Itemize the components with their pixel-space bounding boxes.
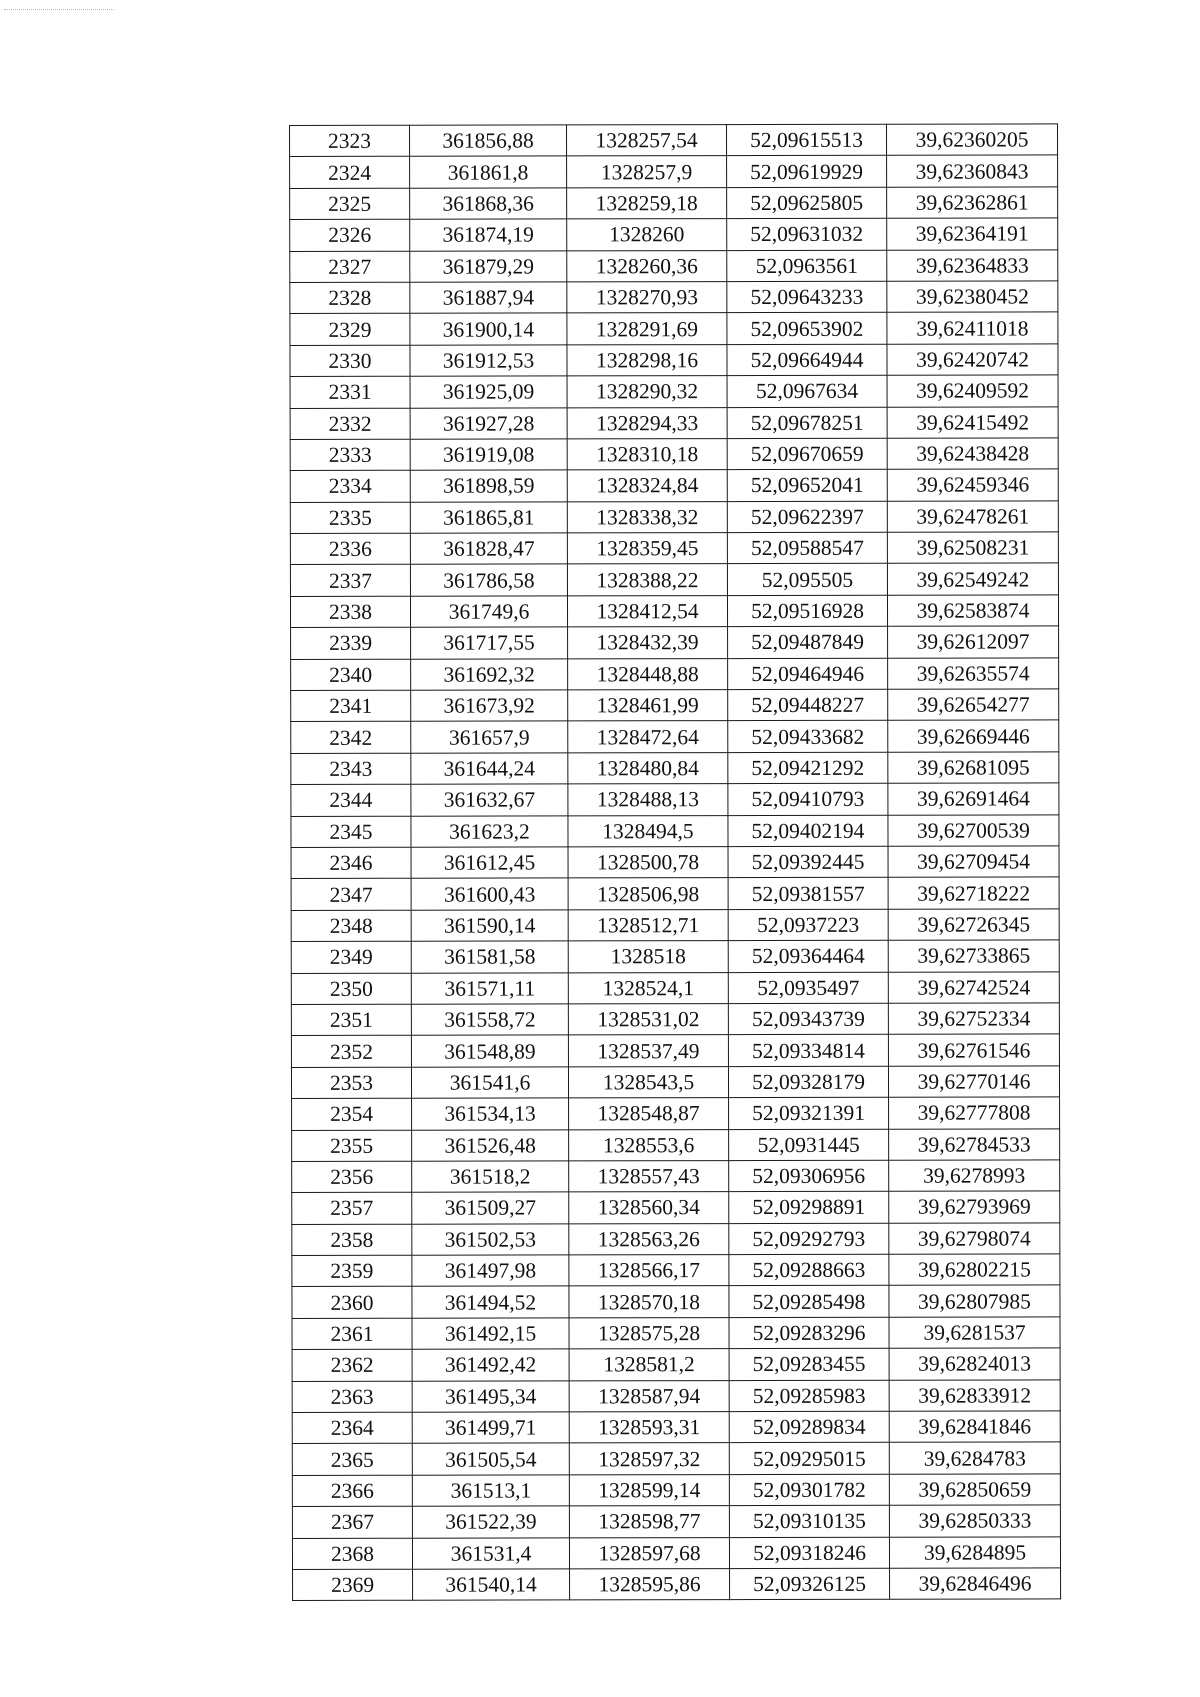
x-coordinate-cell: 361632,67	[411, 784, 568, 816]
latitude-cell: 52,09343739	[728, 1003, 888, 1035]
table-row	[292, 1474, 1060, 1507]
longitude-cell: 39,62718222	[888, 877, 1059, 909]
x-coordinate-cell: 361534,13	[412, 1098, 569, 1130]
table-row	[290, 155, 1058, 188]
y-coordinate-cell: 1328575,28	[569, 1317, 729, 1349]
x-coordinate-cell: 361612,45	[411, 847, 568, 879]
latitude-cell: 52,09464946	[728, 658, 888, 690]
y-coordinate-cell: 1328290,32	[567, 376, 727, 408]
point-number-cell: 2329	[290, 314, 410, 346]
x-coordinate-cell: 361518,2	[412, 1161, 569, 1193]
table-row	[290, 218, 1058, 251]
table-row	[292, 1380, 1060, 1413]
table-row	[292, 1411, 1060, 1444]
point-number-cell: 2364	[292, 1412, 412, 1444]
latitude-cell: 52,09670659	[727, 438, 887, 470]
table-row	[292, 1254, 1060, 1287]
table-row	[292, 1191, 1060, 1224]
y-coordinate-cell: 1328598,77	[569, 1506, 729, 1538]
table-row	[291, 877, 1059, 910]
x-coordinate-cell: 361495,34	[412, 1381, 569, 1413]
latitude-cell: 52,09643233	[727, 281, 887, 313]
latitude-cell: 52,09433682	[728, 721, 888, 753]
latitude-cell: 52,0937223	[728, 909, 888, 941]
table-row	[292, 1223, 1060, 1256]
table-row	[290, 344, 1058, 377]
latitude-cell: 52,09392445	[728, 846, 888, 878]
point-number-cell: 2359	[292, 1255, 412, 1287]
point-number-cell: 2339	[291, 627, 411, 659]
latitude-cell: 52,09283296	[729, 1317, 889, 1349]
longitude-cell: 39,62798074	[889, 1223, 1060, 1255]
point-number-cell: 2352	[291, 1036, 411, 1068]
latitude-cell: 52,09334814	[728, 1035, 888, 1067]
x-coordinate-cell: 361786,58	[410, 564, 567, 596]
x-coordinate-cell: 361749,6	[410, 596, 567, 628]
latitude-cell: 52,09283455	[729, 1348, 889, 1380]
x-coordinate-cell: 361912,53	[410, 345, 567, 377]
x-coordinate-cell: 361513,1	[412, 1475, 569, 1507]
point-number-cell: 2323	[290, 125, 410, 157]
y-coordinate-cell: 1328257,9	[567, 156, 727, 188]
x-coordinate-cell: 361874,19	[410, 219, 567, 251]
y-coordinate-cell: 1328506,98	[568, 878, 728, 910]
y-coordinate-cell: 1328566,17	[569, 1255, 729, 1287]
latitude-cell: 52,09625805	[727, 187, 887, 219]
longitude-cell: 39,62380452	[887, 281, 1058, 313]
table-row	[290, 438, 1058, 471]
longitude-cell: 39,62846496	[890, 1568, 1061, 1600]
longitude-cell: 39,62635574	[888, 658, 1059, 690]
latitude-cell: 52,09364464	[728, 940, 888, 972]
point-number-cell: 2360	[292, 1287, 412, 1319]
y-coordinate-cell: 1328557,43	[569, 1160, 729, 1192]
x-coordinate-cell: 361657,9	[411, 721, 568, 753]
table-row	[290, 532, 1058, 565]
longitude-cell: 39,62802215	[889, 1254, 1060, 1286]
table-row	[292, 1160, 1060, 1193]
x-coordinate-cell: 361828,47	[410, 533, 567, 565]
table-row	[290, 124, 1058, 157]
latitude-cell: 52,09678251	[727, 407, 887, 439]
y-coordinate-cell: 1328553,6	[569, 1129, 729, 1161]
x-coordinate-cell: 361541,6	[411, 1067, 568, 1099]
longitude-cell: 39,62691464	[888, 783, 1059, 815]
point-number-cell: 2368	[292, 1538, 412, 1570]
latitude-cell: 52,09318246	[729, 1537, 889, 1569]
x-coordinate-cell: 361927,28	[410, 407, 567, 439]
point-number-cell: 2344	[291, 784, 411, 816]
latitude-cell: 52,09402194	[728, 815, 888, 847]
point-number-cell: 2363	[292, 1381, 412, 1413]
point-number-cell: 2337	[290, 565, 410, 597]
table-row	[291, 1003, 1059, 1036]
x-coordinate-cell: 361623,2	[411, 816, 568, 848]
latitude-cell: 52,09381557	[728, 878, 888, 910]
longitude-cell: 39,62752334	[888, 1003, 1059, 1035]
longitude-cell: 39,62415492	[887, 406, 1058, 438]
longitude-cell: 39,62549242	[887, 563, 1058, 595]
latitude-cell: 52,09588547	[727, 532, 887, 564]
y-coordinate-cell: 1328448,88	[568, 658, 728, 690]
y-coordinate-cell: 1328388,22	[567, 564, 727, 596]
latitude-cell: 52,09516928	[727, 595, 887, 627]
y-coordinate-cell: 1328560,34	[569, 1192, 729, 1224]
point-number-cell: 2350	[291, 973, 411, 1005]
point-number-cell: 2330	[290, 345, 410, 377]
table-row	[291, 814, 1059, 847]
y-coordinate-cell: 1328524,1	[568, 972, 728, 1004]
table-row	[292, 1442, 1060, 1475]
longitude-cell: 39,6284783	[889, 1442, 1060, 1474]
longitude-cell: 39,62850659	[889, 1474, 1060, 1506]
y-coordinate-cell: 1328432,39	[568, 627, 728, 659]
latitude-cell: 52,0963561	[727, 250, 887, 282]
longitude-cell: 39,62770146	[888, 1066, 1059, 1098]
coordinates-table	[289, 123, 1061, 1601]
table-row	[290, 501, 1058, 534]
longitude-cell: 39,62654277	[888, 689, 1059, 721]
y-coordinate-cell: 1328563,26	[569, 1223, 729, 1255]
y-coordinate-cell: 1328570,18	[569, 1286, 729, 1318]
longitude-cell: 39,62681095	[888, 752, 1059, 784]
latitude-cell: 52,09326125	[730, 1568, 890, 1600]
point-number-cell: 2346	[291, 847, 411, 879]
x-coordinate-cell: 361898,59	[410, 470, 567, 502]
table-row	[292, 1348, 1060, 1381]
longitude-cell: 39,62409592	[887, 375, 1058, 407]
y-coordinate-cell: 1328537,49	[568, 1035, 728, 1067]
x-coordinate-cell: 361497,98	[412, 1255, 569, 1287]
longitude-cell: 39,62420742	[887, 344, 1058, 376]
longitude-cell: 39,62364191	[887, 218, 1058, 250]
x-coordinate-cell: 361522,39	[412, 1506, 569, 1538]
latitude-cell: 52,09421292	[728, 752, 888, 784]
point-number-cell: 2361	[292, 1318, 412, 1350]
point-number-cell: 2347	[291, 879, 411, 911]
x-coordinate-cell: 361856,88	[410, 125, 567, 157]
x-coordinate-cell: 361581,58	[411, 941, 568, 973]
longitude-cell: 39,6281537	[889, 1317, 1060, 1349]
x-coordinate-cell: 361531,4	[412, 1537, 569, 1569]
longitude-cell: 39,62360843	[887, 155, 1058, 187]
point-number-cell: 2327	[290, 251, 410, 283]
longitude-cell: 39,62777808	[889, 1097, 1060, 1129]
table-row	[291, 1066, 1059, 1099]
y-coordinate-cell: 1328548,87	[569, 1098, 729, 1130]
point-number-cell: 2348	[291, 910, 411, 942]
table-row	[293, 1568, 1061, 1601]
x-coordinate-cell: 361644,24	[411, 753, 568, 785]
longitude-cell: 39,6278993	[889, 1160, 1060, 1192]
point-number-cell: 2356	[292, 1161, 412, 1193]
table-row	[291, 626, 1059, 659]
longitude-cell: 39,62438428	[887, 438, 1058, 470]
y-coordinate-cell: 1328324,84	[567, 470, 727, 502]
latitude-cell: 52,0935497	[728, 972, 888, 1004]
table-body	[290, 124, 1061, 1601]
latitude-cell: 52,09310135	[729, 1505, 889, 1537]
point-number-cell: 2349	[291, 941, 411, 973]
table-row	[292, 1505, 1060, 1538]
x-coordinate-cell: 361509,27	[412, 1192, 569, 1224]
latitude-cell: 52,09285498	[729, 1286, 889, 1318]
x-coordinate-cell: 361505,54	[412, 1443, 569, 1475]
x-coordinate-cell: 361571,11	[411, 972, 568, 1004]
longitude-cell: 39,62360205	[886, 124, 1057, 156]
point-number-cell: 2331	[290, 376, 410, 408]
x-coordinate-cell: 361540,14	[413, 1569, 570, 1601]
longitude-cell: 39,62459346	[887, 469, 1058, 501]
y-coordinate-cell: 1328294,33	[567, 407, 727, 439]
y-coordinate-cell: 1328298,16	[567, 344, 727, 376]
table-row	[292, 1317, 1060, 1350]
y-coordinate-cell: 1328531,02	[568, 1004, 728, 1036]
x-coordinate-cell: 361526,48	[412, 1129, 569, 1161]
longitude-cell: 39,62850333	[889, 1505, 1060, 1537]
y-coordinate-cell: 1328494,5	[568, 815, 728, 847]
latitude-cell: 52,09619929	[727, 156, 887, 188]
latitude-cell: 52,09653902	[727, 313, 887, 345]
latitude-cell: 52,09328179	[728, 1066, 888, 1098]
longitude-cell: 39,62824013	[889, 1348, 1060, 1380]
table-row	[290, 281, 1058, 314]
y-coordinate-cell: 1328260	[567, 219, 727, 251]
point-number-cell: 2343	[291, 753, 411, 785]
x-coordinate-cell: 361502,53	[412, 1224, 569, 1256]
table-row	[290, 312, 1058, 345]
y-coordinate-cell: 1328512,71	[568, 909, 728, 941]
longitude-cell: 39,62784533	[889, 1128, 1060, 1160]
x-coordinate-cell: 361673,92	[411, 690, 568, 722]
table-row	[291, 752, 1059, 785]
table-row	[291, 689, 1059, 722]
table-row	[292, 1128, 1060, 1161]
y-coordinate-cell: 1328359,45	[567, 533, 727, 565]
point-number-cell: 2358	[292, 1224, 412, 1256]
point-number-cell: 2362	[292, 1349, 412, 1381]
y-coordinate-cell: 1328259,18	[567, 187, 727, 219]
latitude-cell: 52,095505	[727, 564, 887, 596]
y-coordinate-cell: 1328500,78	[568, 847, 728, 879]
x-coordinate-cell: 361499,71	[412, 1412, 569, 1444]
point-number-cell: 2332	[290, 408, 410, 440]
x-coordinate-cell: 361868,36	[410, 188, 567, 220]
x-coordinate-cell: 361548,89	[411, 1035, 568, 1067]
longitude-cell: 39,62700539	[888, 814, 1059, 846]
longitude-cell: 39,62411018	[887, 312, 1058, 344]
y-coordinate-cell: 1328461,99	[568, 690, 728, 722]
table-row	[290, 406, 1058, 439]
point-number-cell: 2351	[291, 1004, 411, 1036]
longitude-cell: 39,62669446	[888, 720, 1059, 752]
x-coordinate-cell: 361900,14	[410, 313, 567, 345]
table-row	[290, 187, 1058, 220]
point-number-cell: 2334	[290, 471, 410, 503]
table-row	[290, 595, 1058, 628]
longitude-cell: 39,62709454	[888, 846, 1059, 878]
x-coordinate-cell: 361925,09	[410, 376, 567, 408]
table-row	[291, 909, 1059, 942]
longitude-cell: 39,62793969	[889, 1191, 1060, 1223]
point-number-cell: 2333	[290, 439, 410, 471]
y-coordinate-cell: 1328338,32	[567, 501, 727, 533]
point-number-cell: 2355	[292, 1130, 412, 1162]
y-coordinate-cell: 1328488,13	[568, 784, 728, 816]
point-number-cell: 2365	[292, 1444, 412, 1476]
longitude-cell: 39,62733865	[888, 940, 1059, 972]
x-coordinate-cell: 361492,42	[412, 1349, 569, 1381]
latitude-cell: 52,09298891	[729, 1192, 889, 1224]
table-row	[290, 563, 1058, 596]
longitude-cell: 39,62807985	[889, 1285, 1060, 1317]
latitude-cell: 52,09295015	[729, 1443, 889, 1475]
y-coordinate-cell: 1328595,86	[570, 1569, 730, 1601]
latitude-cell: 52,0967634	[727, 375, 887, 407]
latitude-cell: 52,09631032	[727, 218, 887, 250]
table-row	[291, 1034, 1059, 1067]
point-number-cell: 2341	[291, 690, 411, 722]
latitude-cell: 52,09288663	[729, 1254, 889, 1286]
table-row	[290, 469, 1058, 502]
longitude-cell: 39,62742524	[888, 971, 1059, 1003]
y-coordinate-cell: 1328543,5	[568, 1066, 728, 1098]
point-number-cell: 2342	[291, 722, 411, 754]
latitude-cell: 52,09410793	[728, 783, 888, 815]
x-coordinate-cell: 361717,55	[411, 627, 568, 659]
latitude-cell: 52,09301782	[729, 1474, 889, 1506]
table-row	[290, 375, 1058, 408]
table-row	[292, 1097, 1060, 1130]
x-coordinate-cell: 361558,72	[411, 1004, 568, 1036]
y-coordinate-cell: 1328291,69	[567, 313, 727, 345]
y-coordinate-cell: 1328412,54	[567, 595, 727, 627]
latitude-cell: 52,09448227	[728, 689, 888, 721]
y-coordinate-cell: 1328260,36	[567, 250, 727, 282]
table-row	[290, 249, 1058, 282]
longitude-cell: 39,62833912	[889, 1380, 1060, 1412]
point-number-cell: 2345	[291, 816, 411, 848]
latitude-cell: 52,09285983	[729, 1380, 889, 1412]
point-number-cell: 2324	[290, 157, 410, 189]
x-coordinate-cell: 361494,52	[412, 1286, 569, 1318]
x-coordinate-cell: 361887,94	[410, 282, 567, 314]
y-coordinate-cell: 1328597,32	[569, 1443, 729, 1475]
latitude-cell: 52,09652041	[727, 470, 887, 502]
latitude-cell: 52,09321391	[729, 1097, 889, 1129]
y-coordinate-cell: 1328599,14	[569, 1474, 729, 1506]
longitude-cell: 39,62761546	[888, 1034, 1059, 1066]
y-coordinate-cell: 1328581,2	[569, 1349, 729, 1381]
x-coordinate-cell: 361861,8	[410, 156, 567, 188]
table-row	[291, 971, 1059, 1004]
longitude-cell: 39,62508231	[887, 532, 1058, 564]
x-coordinate-cell: 361692,32	[411, 659, 568, 691]
latitude-cell: 52,09292793	[729, 1223, 889, 1255]
y-coordinate-cell: 1328597,68	[569, 1537, 729, 1569]
table-row	[291, 846, 1059, 879]
y-coordinate-cell: 1328472,64	[568, 721, 728, 753]
x-coordinate-cell: 361879,29	[410, 250, 567, 282]
latitude-cell: 52,09306956	[729, 1160, 889, 1192]
longitude-cell: 39,62841846	[889, 1411, 1060, 1443]
point-number-cell: 2336	[290, 533, 410, 565]
latitude-cell: 52,09622397	[727, 501, 887, 533]
x-coordinate-cell: 361865,81	[410, 502, 567, 534]
latitude-cell: 52,09289834	[729, 1411, 889, 1443]
point-number-cell: 2328	[290, 282, 410, 314]
y-coordinate-cell: 1328593,31	[569, 1412, 729, 1444]
y-coordinate-cell: 1328270,93	[567, 282, 727, 314]
x-coordinate-cell: 361590,14	[411, 910, 568, 942]
y-coordinate-cell: 1328587,94	[569, 1380, 729, 1412]
longitude-cell: 39,62362861	[887, 187, 1058, 219]
longitude-cell: 39,6284895	[889, 1536, 1060, 1568]
point-number-cell: 2340	[291, 659, 411, 691]
point-number-cell: 2325	[290, 188, 410, 220]
point-number-cell: 2369	[293, 1569, 413, 1601]
table-row	[292, 1285, 1060, 1318]
longitude-cell: 39,62364833	[887, 249, 1058, 281]
latitude-cell: 52,09664944	[727, 344, 887, 376]
point-number-cell: 2353	[291, 1067, 411, 1099]
point-number-cell: 2326	[290, 219, 410, 251]
longitude-cell: 39,62478261	[887, 501, 1058, 533]
table-row	[291, 658, 1059, 691]
point-number-cell: 2357	[292, 1193, 412, 1225]
point-number-cell: 2367	[292, 1506, 412, 1538]
latitude-cell: 52,09615513	[727, 124, 887, 156]
table-row	[292, 1536, 1060, 1569]
longitude-cell: 39,62583874	[887, 595, 1058, 627]
table-row	[291, 783, 1059, 816]
x-coordinate-cell: 361492,15	[412, 1318, 569, 1350]
y-coordinate-cell: 1328480,84	[568, 752, 728, 784]
x-coordinate-cell: 361919,08	[410, 439, 567, 471]
point-number-cell: 2335	[290, 502, 410, 534]
y-coordinate-cell: 1328257,54	[567, 125, 727, 157]
point-number-cell: 2338	[290, 596, 410, 628]
point-number-cell: 2366	[292, 1475, 412, 1507]
table-row	[291, 940, 1059, 973]
longitude-cell: 39,62726345	[888, 909, 1059, 941]
scan-artifact	[4, 9, 114, 11]
point-number-cell: 2354	[292, 1098, 412, 1130]
table-row	[291, 720, 1059, 753]
latitude-cell: 52,09487849	[728, 626, 888, 658]
latitude-cell: 52,0931445	[729, 1129, 889, 1161]
x-coordinate-cell: 361600,43	[411, 878, 568, 910]
y-coordinate-cell: 1328310,18	[567, 438, 727, 470]
longitude-cell: 39,62612097	[888, 626, 1059, 658]
y-coordinate-cell: 1328518	[568, 941, 728, 973]
